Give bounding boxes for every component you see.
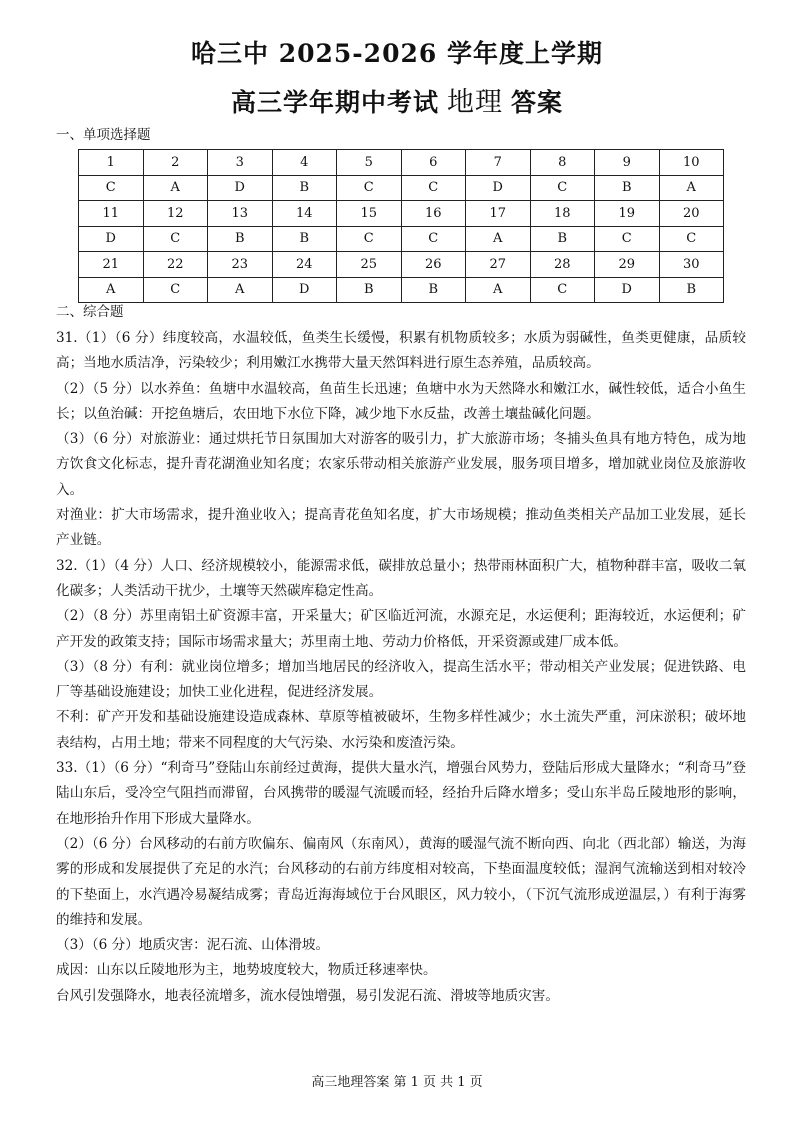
question-number-cell: 1 [79, 150, 144, 176]
answer-cell: B [272, 226, 337, 252]
answer-table [78, 149, 724, 303]
answer-body [56, 326, 746, 1009]
question-number-cell: 22 [143, 252, 208, 278]
answer-paragraph: （3）（8 分）有利：就业岗位增多；增加当地居民的经济收入，提高生活水平；带动相关产业发展；促进铁路、电厂等基础设施建设；加快工业化进程，促进经济发展。 [56, 658, 746, 701]
answer-paragraph: （2）（8 分）苏里南铝土矿资源丰富，开采量大；矿区临近河流，水源充足，水运便利；距海较近，水运便利；矿产开发的政策支持；国际市场需求量大；苏里南土地、劳动力价格低，开采资源或建厂成本低。 [56, 608, 746, 650]
answer-cell: C [530, 175, 595, 201]
answer-cell: C [401, 226, 466, 252]
question-number-cell: 7 [466, 150, 531, 176]
question-number-cell: 17 [466, 201, 531, 227]
question-number-cell: 15 [337, 201, 402, 227]
answer-cell: D [272, 277, 337, 303]
question-number-cell: 19 [595, 201, 660, 227]
answer-paragraph: （2）（6 分）台风移动的右前方吹偏东、偏南风（东南风），黄海的暖湿气流不断向西、向北（西北部）输送，为海雾的形成和发展提供了充足的水汽；台风移动的右前方纬度相对较高，下垫面温度较低；湿润气流输送到相对较冷的下垫面上，水汽遇冷易凝结成雾；青岛近海海域位于台风眼区，风力较小，（下沉气流形成逆温层，）有利于海雾的维持和发展。 [56, 835, 746, 928]
answer-row [79, 226, 724, 252]
answer-cell: C [337, 226, 402, 252]
answer-cell: C [659, 226, 724, 252]
exam-subject: 地理 [447, 87, 503, 118]
question-number-cell: 20 [659, 201, 724, 227]
answer-cell: B [401, 277, 466, 303]
answer-cell: C [595, 226, 660, 252]
answer-cell: A [466, 226, 531, 252]
answer-cell: B [530, 226, 595, 252]
answer-cell: C [143, 277, 208, 303]
answer-cell: D [79, 226, 144, 252]
answer-cell: C [143, 226, 208, 252]
answer-paragraph: 台风引发强降水，地表径流增多，流水侵蚀增强，易引发泥石流、滑坡等地质灾害。 [56, 987, 559, 1004]
question-number-cell: 13 [208, 201, 273, 227]
answer-paragraph: 不利：矿产开发和基础设施建设造成森林、草原等植被破坏，生物多样性减少；水土流失严重，河床淤积；破坏地表结构，占用土地；带来不同程度的大气污染、水污染和废渣污染。 [56, 709, 746, 751]
question-number-cell: 12 [143, 201, 208, 227]
answer-row [79, 277, 724, 303]
question-number-cell: 6 [401, 150, 466, 176]
answer-cell: D [466, 175, 531, 201]
question-number-row [79, 150, 724, 176]
answer-cell: A [79, 277, 144, 303]
question-number-cell: 9 [595, 150, 660, 176]
exam-title-pre: 高三学年期中考试 [230, 88, 439, 117]
question-number-cell: 4 [272, 150, 337, 176]
question-number-cell: 30 [659, 252, 724, 278]
question-number-cell: 16 [401, 201, 466, 227]
section2-heading: 二、综合题 [56, 304, 124, 320]
exam-title-line2 [0, 80, 794, 119]
answer-paragraph: （3）（6 分）对旅游业：通过烘托节日氛围加大对游客的吸引力，扩大旅游市场；冬捕头鱼具有地方特色，成为地方饮食文化标志，提升青花湖渔业知名度；农家乐带动相关旅游产业发展，服务项目增多，增加就业岗位及旅游收入。 [56, 431, 746, 498]
answer-paragraph: 31.（1）（6 分）纬度较高，水温较低，鱼类生长缓慢，积累有机物质较多；水质为弱碱性，鱼类更健康，品质较高；当地水质洁净，污染较少；利用嫩江水携带大量天然饵料进行原生态养殖，品质较高。 [56, 330, 746, 372]
answer-cell: B [208, 226, 273, 252]
answer-paragraph: 对渔业：扩大市场需求，提升渔业收入；提高青花鱼知名度，扩大市场规模；推动鱼类相关产品加工业发展，延长产业链。 [56, 507, 746, 549]
question-number-cell: 10 [659, 150, 724, 176]
answer-cell: A [143, 175, 208, 201]
answer-cell: D [595, 277, 660, 303]
answer-cell: D [208, 175, 273, 201]
answer-cell: C [79, 175, 144, 201]
question-number-cell: 2 [143, 150, 208, 176]
answer-cell: C [401, 175, 466, 201]
question-number-cell: 11 [79, 201, 144, 227]
answer-cell: B [272, 175, 337, 201]
answer-paragraph: 32.（1）（4 分）人口、经济规模较小，能源需求低，碳排放总量小；热带雨林面积广大，植物种群丰富，吸收二氧化碳多；人类活动干扰少，土壤等天然碳库稳定性高。 [56, 557, 746, 599]
section1-heading: 一、单项选择题 [56, 127, 151, 143]
answer-cell: A [659, 175, 724, 201]
question-number-cell: 21 [79, 252, 144, 278]
question-number-cell: 26 [401, 252, 466, 278]
question-number-cell: 24 [272, 252, 337, 278]
answer-row [79, 175, 724, 201]
question-number-cell: 27 [466, 252, 531, 278]
question-number-cell: 5 [337, 150, 402, 176]
question-number-cell: 29 [595, 252, 660, 278]
question-number-cell: 18 [530, 201, 595, 227]
answer-cell: B [659, 277, 724, 303]
question-number-row [79, 252, 724, 278]
question-number-cell: 23 [208, 252, 273, 278]
answer-cell: B [595, 175, 660, 201]
question-number-cell: 25 [337, 252, 402, 278]
question-number-row [79, 201, 724, 227]
question-number-cell: 14 [272, 201, 337, 227]
answer-cell: A [466, 277, 531, 303]
exam-title-line1: 哈三中 2025-2026 学年度上学期 [191, 39, 603, 68]
question-number-cell: 8 [530, 150, 595, 176]
question-number-cell: 28 [530, 252, 595, 278]
answer-paragraph: 33.（1）（6 分）“利奇马”登陆山东前经过黄海，提供大量水汽，增强台风势力，登陆后形成大量降水；“利奇马”登陆山东后，受冷空气阻挡而滞留，台风携带的暖湿气流暖而轻，经抬升后降水增多；受山东半岛丘陵地形的影响，在地形抬升作用下形成大量降水。 [56, 760, 746, 827]
answer-cell: C [530, 277, 595, 303]
answer-paragraph: （3）（6 分）地质灾害：泥石流、山体滑坡。 [56, 937, 330, 954]
answer-paragraph: 成因：山东以丘陵地形为主，地势坡度较大，物质迁移速率快。 [56, 962, 437, 979]
exam-title-post: 答案 [511, 88, 564, 117]
answer-cell: A [208, 277, 273, 303]
answer-cell: C [337, 175, 402, 201]
answer-cell: B [337, 277, 402, 303]
page-footer: 高三地理答案 第 1 页 共 1 页 [311, 1075, 483, 1090]
answer-paragraph: （2）（5 分）以水养鱼：鱼塘中水温较高，鱼苗生长迅速；鱼塘中水为天然降水和嫩江水，碱性较低，适合小鱼生长；以鱼治碱：开挖鱼塘后，农田地下水位下降，减少地下水反盐，改善土壤盐碱化问题。 [56, 380, 746, 422]
question-number-cell: 3 [208, 150, 273, 176]
